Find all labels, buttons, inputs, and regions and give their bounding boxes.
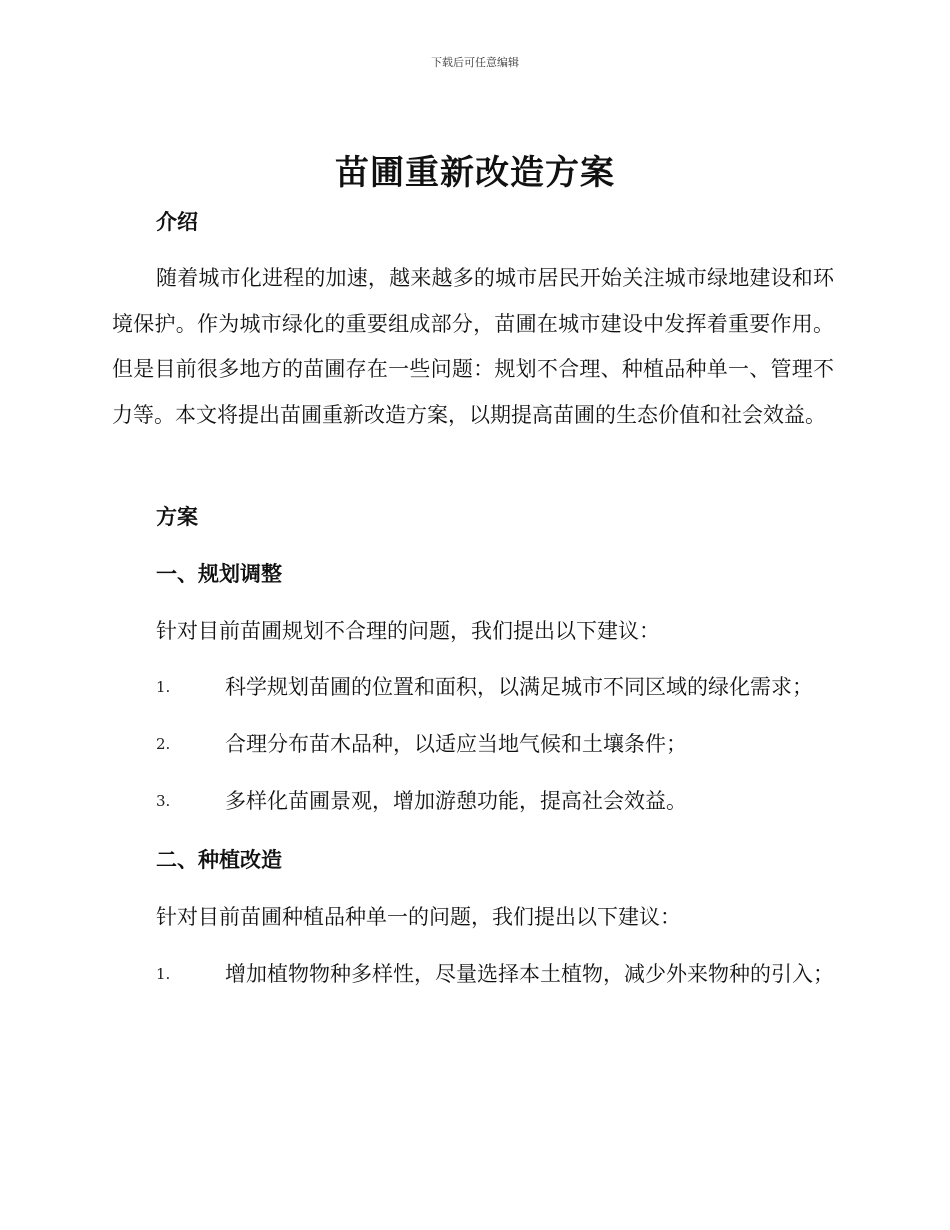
list-item	[112, 722, 834, 768]
section-heading-plan: 方案	[156, 505, 198, 529]
list-item-text: 合理分布苗木品种，以适应当地气候和土壤条件；	[225, 732, 687, 756]
section-heading-intro: 介绍	[156, 210, 198, 234]
list-item	[112, 779, 834, 825]
list-item-number: 3.	[156, 792, 171, 810]
list-item-text: 增加植物物种多样性，尽量选择本土植物，减少外来物种的引入；	[225, 962, 834, 986]
subsection-lead-planting: 针对目前苗圃种植品种单一的问题，我们提出以下建议：	[156, 905, 681, 929]
list-item-number: 1.	[156, 678, 171, 696]
list-item	[112, 952, 834, 998]
header-note: 下载后可任意编辑	[431, 56, 519, 69]
subsection-heading-planting: 二、种植改造	[156, 848, 282, 872]
list-item-number: 2.	[156, 735, 171, 753]
list-item	[112, 665, 834, 711]
subsection-heading-planning: 一、规划调整	[156, 562, 282, 586]
list-item-number: 1.	[156, 965, 171, 983]
document-title: 苗圃重新改造方案	[335, 153, 615, 193]
list-item-text: 科学规划苗圃的位置和面积，以满足城市不同区域的绿化需求；	[225, 675, 813, 699]
intro-paragraph: 随着城市化进程的加速，越来越多的城市居民开始关注城市绿地建设和环境保护。作为城市绿化的重要组成部分，苗圃在城市建设中发挥着重要作用。但是目前很多地方的苗圃存在一些问题：规划不合理、种植品种单一、管理不力等。本文将提出苗圃重新改造方案，以期提高苗圃的生态价值和社会效益。	[112, 266, 834, 427]
subsection-lead-planning: 针对目前苗圃规划不合理的问题，我们提出以下建议：	[156, 619, 660, 643]
list-item-text: 多样化苗圃景观，增加游憩功能，提高社会效益。	[225, 789, 687, 813]
